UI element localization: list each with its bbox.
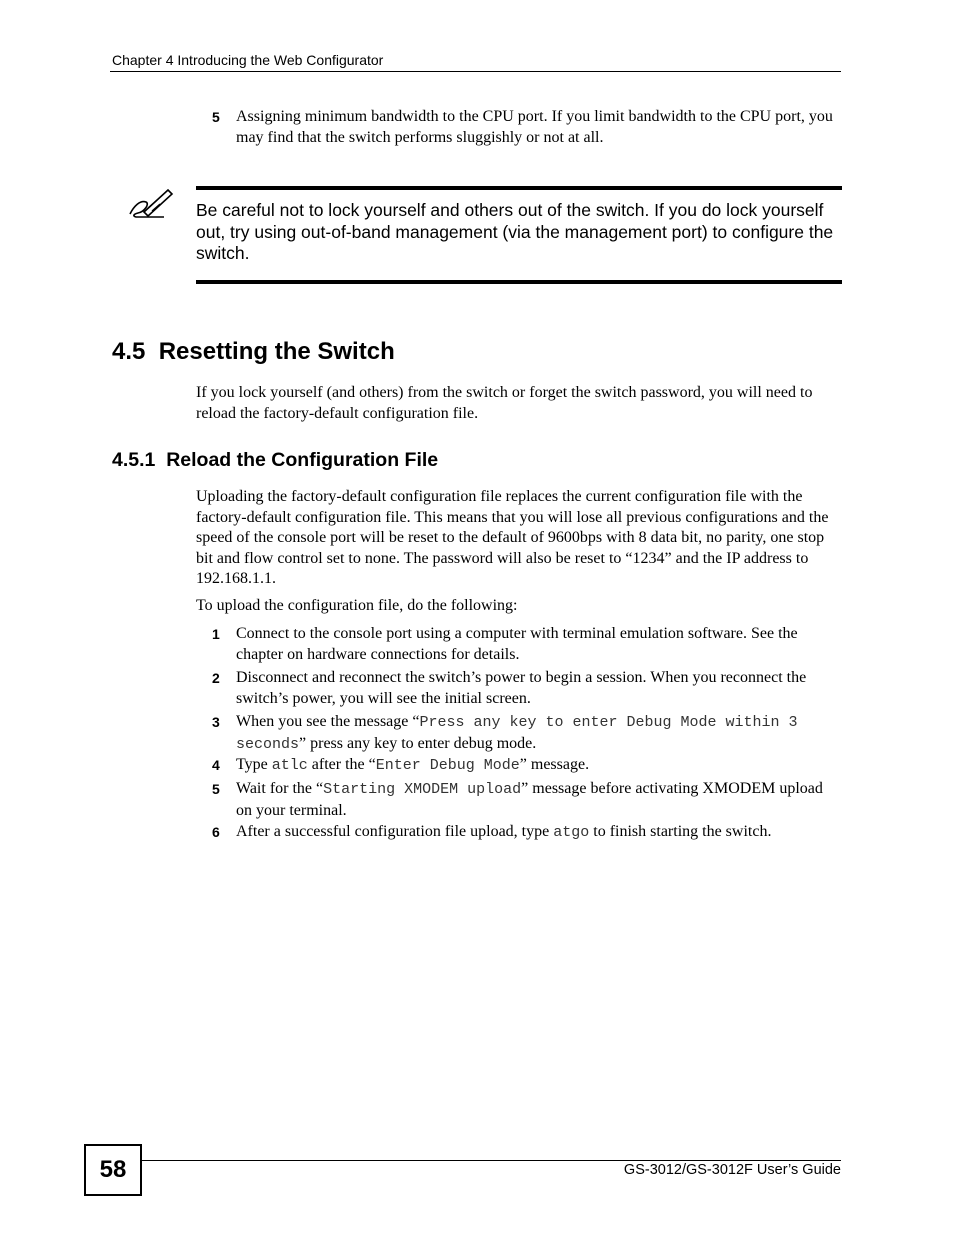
step-number: 3 — [212, 714, 220, 730]
section-heading: 4.5 Resetting the Switch — [112, 338, 395, 365]
header-rule — [110, 71, 841, 72]
guide-title: GS-3012/GS-3012F User’s Guide — [623, 1162, 841, 1178]
step-text: After a successful configuration file upload, type atgo to finish starting the switch. — [236, 823, 772, 841]
step-number: 5 — [212, 781, 220, 797]
step-text: Disconnect and reconnect the switch’s power to begin a session. When you reconnect the switch’s power, you will see the initial screen. — [236, 669, 807, 707]
step-number: 2 — [212, 670, 220, 686]
note-bottom-rule — [196, 280, 842, 284]
step-text: Wait for the “Starting XMODEM upload” message before activating XMODEM upload on your terminal. — [236, 780, 823, 819]
step-item — [212, 755, 842, 777]
step-item — [212, 107, 842, 148]
pencil-note-icon — [124, 186, 174, 222]
step-number: 1 — [212, 626, 220, 642]
step-item — [212, 668, 842, 709]
step-number: 6 — [212, 824, 220, 840]
code-text: Press any key to enter Debug Mode within 3 seconds — [236, 714, 798, 753]
paragraph: Uploading the factory-default configuration file replaces the current configuration file with the factory-default configuration file. This means that you will lose all previous configurations and the speed of the console port will be reset to the default of 9600bps with 8 data bit, no parity, one stop bit and flow control set to none. The password will also be reset to “1234” and the IP address to 192.168.1.1. — [196, 488, 829, 587]
step-text: Type atlc after the “Enter Debug Mode” message. — [236, 756, 590, 774]
note-top-rule — [196, 186, 842, 190]
code-text: atlc — [271, 757, 308, 774]
section-intro: If you lock yourself (and others) from the switch or forget the switch password, you will need to reload the factory-default configuration file. — [196, 384, 813, 422]
footer-rule — [140, 1160, 841, 1161]
code-text: atgo — [553, 824, 590, 841]
step-item — [212, 712, 842, 755]
page-number: 58 — [84, 1144, 142, 1196]
code-text: Starting XMODEM upload — [323, 781, 522, 798]
subsection-heading: 4.5.1 Reload the Configuration File — [112, 449, 439, 471]
step-text: When you see the message “Press any key to enter Debug Mode within 3 seconds” press any key to enter debug mode. — [236, 713, 798, 753]
step-item — [212, 624, 842, 665]
step-text: Connect to the console port using a computer with terminal emulation software. See the chapter on hardware connections for details. — [236, 625, 798, 663]
code-text: Enter Debug Mode — [375, 757, 520, 774]
step-number: 5 — [212, 109, 220, 125]
step-item — [212, 779, 842, 821]
paragraph: To upload the configuration file, do the following: — [196, 597, 518, 614]
running-header: Chapter 4 Introducing the Web Configurator — [112, 52, 384, 68]
step-number: 4 — [212, 757, 220, 773]
step-item — [212, 822, 842, 844]
note-text: Be careful not to lock yourself and others out of the switch. If you do lock yourself out, try using out-of-band management (via the management port) to configure the switch. — [196, 200, 834, 263]
step-text: Assigning minimum bandwidth to the CPU port. If you limit bandwidth to the CPU port, you may find that the switch performs sluggishly or not at all. — [236, 108, 833, 146]
